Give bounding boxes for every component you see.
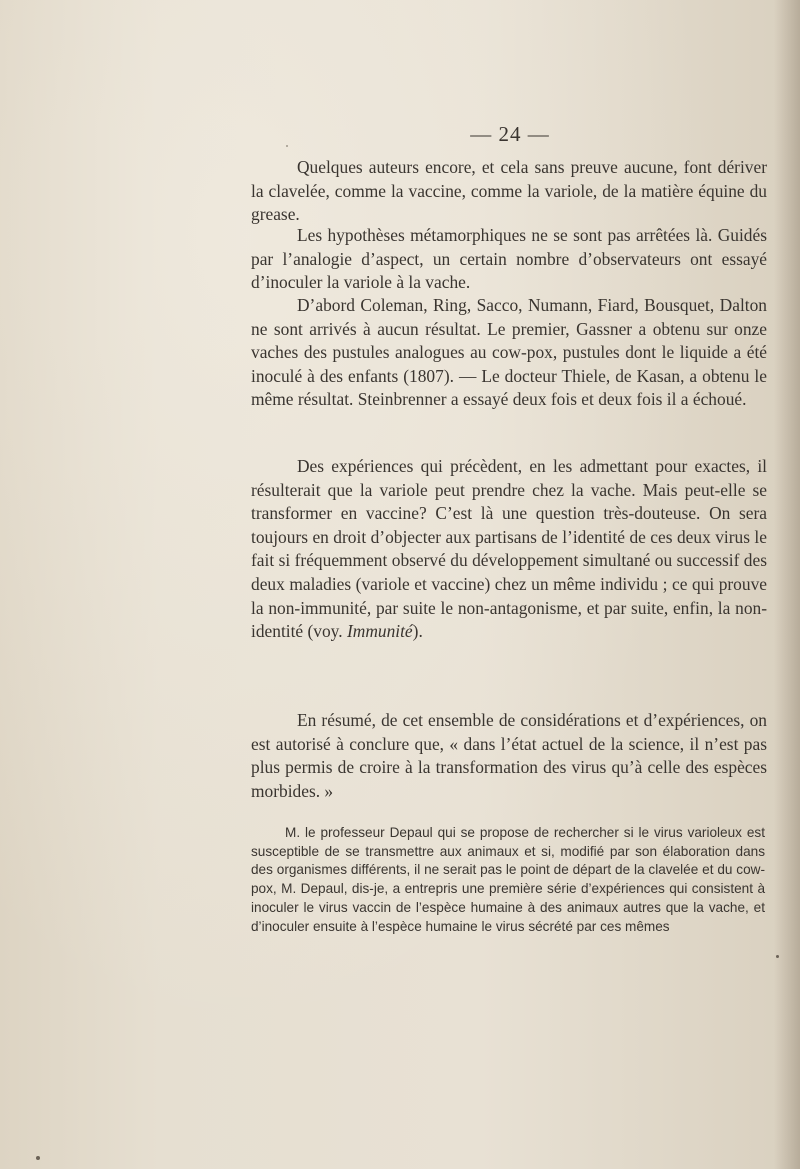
paragraph-text: En résumé, de cet ensemble de considérations et d’expériences, on est autorisé à conclure que, « dans l’état actuel de la science, il n’est pas plus permis de croire à la transformation des virus qu’à celle des espèces morbides. » — [251, 710, 767, 801]
paragraph-3 — [251, 294, 767, 412]
footnote — [251, 824, 765, 936]
paragraph-1 — [251, 156, 767, 227]
paper-speck — [286, 145, 288, 147]
paragraph-text: Des expériences qui précèdent, en les admettant pour exactes, il résulterait que la variole peut prendre chez la vache. Mais peut-elle se transformer en vaccine? C’est là une question très-douteuse. On sera toujours en droit d’objecter aux partisans de l’identité de ces deux virus le fait si fréquemment observé du développement simultané ou successif des deux maladies (variole et vaccine) chez un même individu ; ce qui prouve la non-immunité, par suite le non-antagonisme, et par suite, enfin, la non-identité (voy. — [251, 456, 767, 642]
paragraph-text-with-reference — [251, 455, 767, 644]
paragraph-end: ). — [412, 621, 423, 642]
page-number: — 24 — — [470, 122, 550, 146]
paragraph-4 — [251, 455, 767, 644]
paragraph-text: Quelques auteurs encore, et cela sans preuve aucune, font dériver la clavelée, comme la vaccine, comme la variole, de la matière équine du grease. — [251, 157, 767, 225]
page-edge-shadow — [774, 0, 800, 1169]
paragraph-text: Les hypothèses métamorphiques ne se sont pas arrêtées là. Guidés par l’analogie d’aspect, un certain nombre d’observateurs ont essayé d’inoculer la variole à la vache. — [251, 225, 767, 293]
cross-reference-italic: Immunité — [346, 621, 413, 642]
paper-speck — [36, 1156, 40, 1160]
paragraph-2 — [251, 224, 767, 295]
paper-speck — [776, 955, 779, 958]
paragraph-text: D’abord Coleman, Ring, Sacco, Numann, Fiard, Bousquet, Dalton ne sont arrivés à aucun résultat. Le premier, Gassner a obtenu sur onze vaches des pustules analogues au cow-pox, pustules dont le liquide a été inoculé à des enfants (1807). — Le docteur Thiele, de Kasan, a obtenu le même résultat. Steinbrenner a essayé deux fois et deux fois il a échoué. — [251, 295, 767, 410]
footnote-text: M. le professeur Depaul qui se propose de rechercher si le virus varioleux est susceptible de se transmettre aux animaux et si, modifié par son élaboration dans des organismes différents, il ne serait pas le point de départ de la clavelée et du cow-pox, M. Depaul, dis-je, a entrepris une première série d’expériences qui consistent à inoculer le virus vaccin de l’espèce humaine à des animaux autres que la vache, et d’inoculer ensuite à l’espèce humaine le virus sécrété par ces mêmes — [251, 825, 765, 934]
paragraph-5 — [251, 709, 767, 803]
